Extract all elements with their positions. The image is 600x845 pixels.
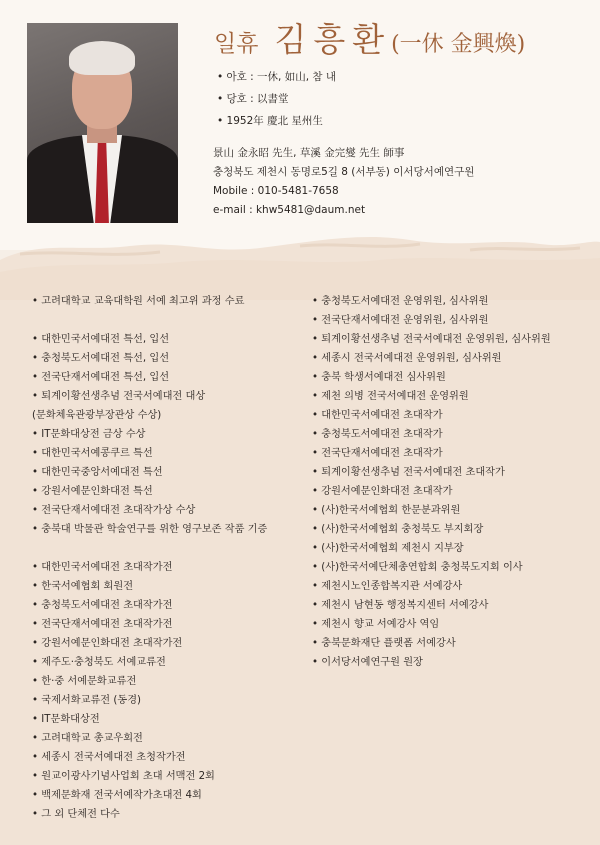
profile-item-aho: • 아호 : 一休, 如山, 참 내 <box>217 71 337 83</box>
career-list-right <box>312 292 551 672</box>
career-item: • 고려대학교 교육대학원 서예 최고위 과정 수료 <box>32 296 245 307</box>
career-item: • (사)한국서예단체총연합회 충청북도지회 이사 <box>312 562 523 573</box>
career-item: • 충청북도서예대전 초대작가 <box>312 429 443 440</box>
email-line: e-mail : khw5481@daum.net <box>213 204 366 216</box>
hanja-name: (一休 金興煥) <box>391 32 526 57</box>
list-spacer <box>32 311 267 330</box>
career-item: • 충청북도서예대전 운영위원, 심사위원 <box>312 296 489 307</box>
career-item: • 고려대학교 총교우회전 <box>32 733 143 744</box>
teachers-line: 景山 金永昭 先生, 草溪 金完燮 先生 師事 <box>213 147 405 159</box>
career-item: • 대한민국서예대전 초대작가전 <box>32 562 173 573</box>
career-item: (문화체육관광부장관상 수상) <box>32 410 162 421</box>
address-line: 충청북도 제천시 동명로5길 8 (서부동) 이서당서예연구원 <box>213 166 475 178</box>
career-item: • (사)한국서예협회 충청북도 부지회장 <box>312 524 484 535</box>
career-item: • 한국서예협회 회원전 <box>32 581 134 592</box>
career-item: • 강원서예문인화대전 초대작가 <box>312 486 453 497</box>
career-item: • IT문화대상전 금상 수상 <box>32 429 146 440</box>
career-item: • 이서당서예연구원 원장 <box>312 657 423 668</box>
career-item: • 충청북도서예대전 초대작가전 <box>32 600 173 611</box>
career-item: • 퇴계이황선생추념 전국서예대전 대상 <box>32 391 206 402</box>
career-item: • (사)한국서예협회 제천시 지부장 <box>312 543 464 554</box>
career-item: • 강원서예문인화대전 초대작가전 <box>32 638 183 649</box>
career-item: • (사)한국서예협회 한문분과위원 <box>312 505 461 516</box>
brush-stroke-divider <box>0 210 600 300</box>
career-item: • 제천시노인종합복지관 서예강사 <box>312 581 463 592</box>
portrait-photo <box>27 23 178 223</box>
career-item: • 전국단재서예대전 초대작가 <box>312 448 443 459</box>
list-spacer <box>32 539 267 558</box>
profile-item-dangho: • 당호 : 以書堂 <box>217 93 289 105</box>
career-item: • 전국단재서예대전 특선, 입선 <box>32 372 170 383</box>
profile-item-birth: • 1952年 慶北 星州生 <box>217 115 323 127</box>
career-item: • 세종시 전국서예대전 운영위원, 심사위원 <box>312 353 502 364</box>
career-item: • 전국단재서예대전 초대작가전 <box>32 619 173 630</box>
career-item: • 그 외 단체전 다수 <box>32 809 120 820</box>
contact-block <box>213 144 474 220</box>
career-item: • 대한민국서예콩쿠르 특선 <box>32 448 153 459</box>
career-item: • 대한민국서예대전 초대작가 <box>312 410 443 421</box>
career-item: • 한·중 서예문화교류전 <box>32 676 137 687</box>
career-item: • 퇴계이황선생추념 전국서예대전 운영위원, 심사위원 <box>312 334 551 345</box>
career-item: • 충북 학생서예대전 심사위원 <box>312 372 446 383</box>
career-item: • 전국단재서예대전 초대작가상 수상 <box>32 505 196 516</box>
career-item: • 국제서화교류전 (동경) <box>32 695 142 706</box>
career-item: • 제천 의병 전국서예대전 운영위원 <box>312 391 469 402</box>
pen-name: 일휴 <box>214 31 259 57</box>
career-item: • 제천시 남현동 행정복지센터 서예강사 <box>312 600 489 611</box>
career-item: • 백제문화재 전국서예작가초대전 4회 <box>32 790 202 801</box>
career-item: • 퇴계이황선생추념 전국서예대전 초대작가 <box>312 467 505 478</box>
career-item: • 대한민국중앙서예대전 특선 <box>32 467 163 478</box>
career-item: • 충북문화재단 플랫폼 서예강사 <box>312 638 456 649</box>
career-item: • 충청북도서예대전 특선, 입선 <box>32 353 170 364</box>
career-item: • 제천시 향교 서예강사 역임 <box>312 619 440 630</box>
name-title <box>214 14 525 64</box>
career-item: • 제주도·충청북도 서예교류전 <box>32 657 166 668</box>
mobile-line: Mobile : 010-5481-7658 <box>213 185 339 197</box>
profile-list <box>217 66 336 132</box>
career-item: • 세종시 전국서예대전 초청작가전 <box>32 752 186 763</box>
career-list-left <box>32 292 267 824</box>
korean-name: 김흥환 <box>274 20 392 59</box>
career-item: • 충북대 박물관 학술연구를 위한 영구보존 작품 기증 <box>32 524 268 535</box>
career-item: • 원교이광사기념사업회 초대 서맥전 2회 <box>32 771 215 782</box>
career-item: • 강원서예문인화대전 특선 <box>32 486 153 497</box>
career-item: • 대한민국서예대전 특선, 입선 <box>32 334 170 345</box>
career-item: • 전국단재서예대전 운영위원, 심사위원 <box>312 315 489 326</box>
career-item: • IT문화대상전 <box>32 714 100 725</box>
